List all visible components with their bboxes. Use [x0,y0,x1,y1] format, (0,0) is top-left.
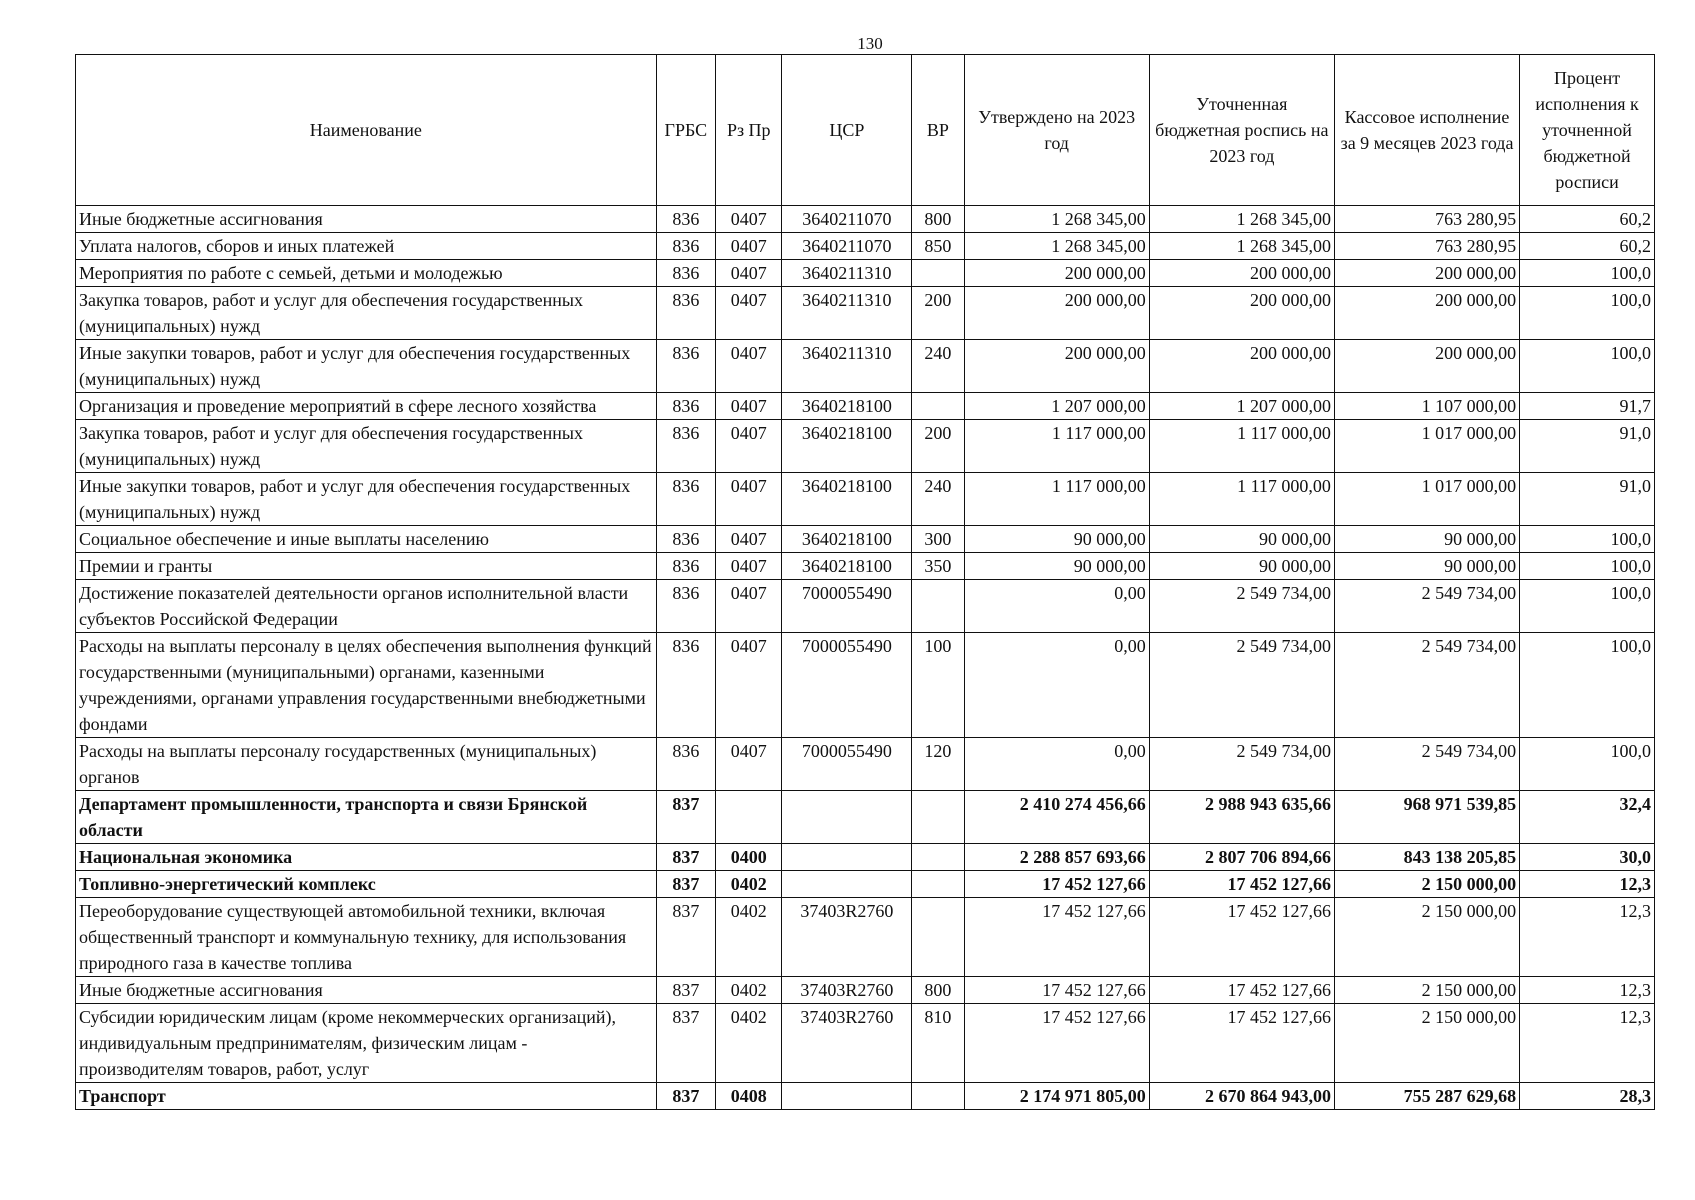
row-executed-cell: 90 000,00 [1334,553,1519,580]
header-grbs: ГРБС [656,55,715,206]
row-approved-cell: 17 452 127,66 [964,871,1149,898]
row-percent-cell: 60,2 [1520,206,1655,233]
row-percent-cell: 100,0 [1520,287,1655,340]
row-vr-cell [912,1083,964,1110]
row-csr-cell: 3640218100 [782,553,912,580]
row-executed-cell: 2 150 000,00 [1334,871,1519,898]
row-name-cell: Закупка товаров, работ и услуг для обеспечения государственных (муниципальных) нужд [76,287,657,340]
row-csr-cell: 3640218100 [782,420,912,473]
row-vr-cell [912,871,964,898]
table-row [76,260,1655,287]
row-percent-cell: 12,3 [1520,977,1655,1004]
row-executed-cell: 200 000,00 [1334,340,1519,393]
row-csr-cell: 3640211070 [782,233,912,260]
row-rzpr-cell: 0407 [716,553,782,580]
row-vr-cell: 100 [912,633,964,738]
row-vr-cell: 810 [912,1004,964,1083]
row-rzpr-cell: 0407 [716,260,782,287]
row-name-cell: Расходы на выплаты персоналу в целях обеспечения выполнения функций государственными (муниципальными) органами, казенными учреждениями, органами управления государственными внебюджетными фондами [76,633,657,738]
row-percent-cell: 28,3 [1520,1083,1655,1110]
row-grbs-cell: 836 [656,553,715,580]
row-specified-cell: 200 000,00 [1149,287,1334,340]
row-percent-cell: 100,0 [1520,340,1655,393]
row-csr-cell: 3640211310 [782,260,912,287]
row-rzpr-cell: 0402 [716,871,782,898]
row-name-cell: Достижение показателей деятельности органов исполнительной власти субъектов Российской Федерации [76,580,657,633]
row-grbs-cell: 836 [656,580,715,633]
row-specified-cell: 2 549 734,00 [1149,580,1334,633]
row-csr-cell [782,871,912,898]
row-executed-cell: 763 280,95 [1334,206,1519,233]
row-vr-cell [912,791,964,844]
row-rzpr-cell: 0407 [716,738,782,791]
row-name-cell: Уплата налогов, сборов и иных платежей [76,233,657,260]
header-percent: Процент исполнения к уточненной бюджетной росписи [1520,55,1655,206]
row-grbs-cell: 836 [656,473,715,526]
row-name-cell: Транспорт [76,1083,657,1110]
row-vr-cell: 200 [912,420,964,473]
row-rzpr-cell: 0402 [716,977,782,1004]
table-row [76,1083,1655,1110]
row-approved-cell: 1 268 345,00 [964,233,1149,260]
row-specified-cell: 2 807 706 894,66 [1149,844,1334,871]
row-rzpr-cell: 0407 [716,473,782,526]
table-row [76,738,1655,791]
row-name-cell: Топливно-энергетический комплекс [76,871,657,898]
row-approved-cell: 2 174 971 805,00 [964,1083,1149,1110]
row-percent-cell: 12,3 [1520,1004,1655,1083]
header-executed: Кассовое исполнение за 9 месяцев 2023 года [1334,55,1519,206]
row-percent-cell: 91,0 [1520,473,1655,526]
row-approved-cell: 2 288 857 693,66 [964,844,1149,871]
row-csr-cell: 3640211310 [782,287,912,340]
row-grbs-cell: 836 [656,206,715,233]
row-vr-cell: 240 [912,340,964,393]
row-name-cell: Субсидии юридическим лицам (кроме некоммерческих организаций), индивидуальным предпринимателям, физическим лицам - производителям товаров, работ, услуг [76,1004,657,1083]
row-percent-cell: 100,0 [1520,738,1655,791]
row-specified-cell: 200 000,00 [1149,340,1334,393]
row-percent-cell: 91,0 [1520,420,1655,473]
row-grbs-cell: 837 [656,844,715,871]
row-approved-cell: 1 117 000,00 [964,420,1149,473]
row-csr-cell: 7000055490 [782,738,912,791]
row-grbs-cell: 836 [656,420,715,473]
row-specified-cell: 17 452 127,66 [1149,871,1334,898]
row-approved-cell: 0,00 [964,738,1149,791]
row-rzpr-cell: 0407 [716,580,782,633]
budget-execution-table [75,54,1655,1110]
row-rzpr-cell: 0407 [716,287,782,340]
row-executed-cell: 755 287 629,68 [1334,1083,1519,1110]
row-rzpr-cell: 0407 [716,233,782,260]
row-specified-cell: 2 670 864 943,00 [1149,1083,1334,1110]
header-vr: ВР [912,55,964,206]
row-executed-cell: 1 107 000,00 [1334,393,1519,420]
table-row [76,977,1655,1004]
row-executed-cell: 200 000,00 [1334,287,1519,340]
row-grbs-cell: 836 [656,340,715,393]
row-percent-cell: 100,0 [1520,553,1655,580]
table-row [76,580,1655,633]
row-specified-cell: 1 117 000,00 [1149,473,1334,526]
row-rzpr-cell: 0407 [716,420,782,473]
row-rzpr-cell: 0402 [716,898,782,977]
row-grbs-cell: 837 [656,977,715,1004]
row-name-cell: Премии и гранты [76,553,657,580]
row-executed-cell: 1 017 000,00 [1334,420,1519,473]
table-row [76,340,1655,393]
row-rzpr-cell: 0407 [716,340,782,393]
row-specified-cell: 90 000,00 [1149,553,1334,580]
row-rzpr-cell: 0407 [716,206,782,233]
row-executed-cell: 2 150 000,00 [1334,977,1519,1004]
row-vr-cell [912,393,964,420]
row-vr-cell: 800 [912,206,964,233]
table-row [76,871,1655,898]
row-specified-cell: 1 207 000,00 [1149,393,1334,420]
table-header [76,55,1655,206]
row-executed-cell: 200 000,00 [1334,260,1519,287]
row-grbs-cell: 837 [656,871,715,898]
row-grbs-cell: 836 [656,233,715,260]
table-row [76,420,1655,473]
row-percent-cell: 91,7 [1520,393,1655,420]
row-approved-cell: 0,00 [964,580,1149,633]
row-approved-cell: 1 117 000,00 [964,473,1149,526]
row-vr-cell: 120 [912,738,964,791]
row-percent-cell: 30,0 [1520,844,1655,871]
row-name-cell: Переоборудование существующей автомобильной техники, включая общественный транспорт и коммунальную технику, для использования природного газа в качестве топлива [76,898,657,977]
row-grbs-cell: 837 [656,898,715,977]
row-grbs-cell: 836 [656,393,715,420]
row-specified-cell: 17 452 127,66 [1149,898,1334,977]
row-approved-cell: 90 000,00 [964,553,1149,580]
row-grbs-cell: 836 [656,526,715,553]
table-row [76,287,1655,340]
row-executed-cell: 843 138 205,85 [1334,844,1519,871]
row-vr-cell [912,844,964,871]
row-rzpr-cell: 0407 [716,393,782,420]
row-vr-cell [912,260,964,287]
row-specified-cell: 1 268 345,00 [1149,206,1334,233]
row-name-cell: Иные бюджетные ассигнования [76,977,657,1004]
row-name-cell: Иные бюджетные ассигнования [76,206,657,233]
row-csr-cell [782,844,912,871]
row-vr-cell: 200 [912,287,964,340]
row-executed-cell: 2 549 734,00 [1334,738,1519,791]
row-vr-cell: 240 [912,473,964,526]
row-name-cell: Иные закупки товаров, работ и услуг для обеспечения государственных (муниципальных) нужд [76,473,657,526]
row-name-cell: Закупка товаров, работ и услуг для обеспечения государственных (муниципальных) нужд [76,420,657,473]
row-approved-cell: 90 000,00 [964,526,1149,553]
row-csr-cell: 7000055490 [782,633,912,738]
row-rzpr-cell: 0408 [716,1083,782,1110]
row-vr-cell: 350 [912,553,964,580]
row-rzpr-cell: 0407 [716,633,782,738]
header-name: Наименование [76,55,657,206]
row-approved-cell: 17 452 127,66 [964,977,1149,1004]
row-specified-cell: 1 268 345,00 [1149,233,1334,260]
row-vr-cell [912,580,964,633]
page-number: 130 [857,34,883,53]
row-percent-cell: 32,4 [1520,791,1655,844]
row-vr-cell: 800 [912,977,964,1004]
row-name-cell: Мероприятия по работе с семьей, детьми и молодежью [76,260,657,287]
row-percent-cell: 100,0 [1520,260,1655,287]
row-csr-cell: 37403R2760 [782,1004,912,1083]
table-row [76,526,1655,553]
row-rzpr-cell: 0407 [716,526,782,553]
row-executed-cell: 90 000,00 [1334,526,1519,553]
row-name-cell: Национальная экономика [76,844,657,871]
header-specified: Уточненная бюджетная роспись на 2023 год [1149,55,1334,206]
row-rzpr-cell [716,791,782,844]
row-percent-cell: 60,2 [1520,233,1655,260]
row-csr-cell: 3640211310 [782,340,912,393]
row-csr-cell: 3640211070 [782,206,912,233]
row-specified-cell: 1 117 000,00 [1149,420,1334,473]
row-approved-cell: 1 268 345,00 [964,206,1149,233]
header-approved: Утверждено на 2023 год [964,55,1149,206]
row-grbs-cell: 837 [656,1004,715,1083]
row-approved-cell: 200 000,00 [964,287,1149,340]
row-percent-cell: 100,0 [1520,633,1655,738]
row-approved-cell: 17 452 127,66 [964,898,1149,977]
row-executed-cell: 1 017 000,00 [1334,473,1519,526]
row-grbs-cell: 837 [656,1083,715,1110]
row-name-cell: Иные закупки товаров, работ и услуг для обеспечения государственных (муниципальных) нужд [76,340,657,393]
row-executed-cell: 763 280,95 [1334,233,1519,260]
table-row [76,473,1655,526]
table-body [76,206,1655,1110]
row-csr-cell: 7000055490 [782,580,912,633]
row-specified-cell: 2 549 734,00 [1149,633,1334,738]
header-row [76,55,1655,206]
table-row [76,1004,1655,1083]
row-specified-cell: 2 988 943 635,66 [1149,791,1334,844]
row-executed-cell: 968 971 539,85 [1334,791,1519,844]
row-csr-cell [782,791,912,844]
row-approved-cell: 2 410 274 456,66 [964,791,1149,844]
table-row [76,206,1655,233]
header-rzpr: Рз Пр [716,55,782,206]
row-vr-cell [912,898,964,977]
row-approved-cell: 200 000,00 [964,260,1149,287]
row-percent-cell: 100,0 [1520,580,1655,633]
table-row [76,553,1655,580]
row-approved-cell: 200 000,00 [964,340,1149,393]
row-csr-cell [782,1083,912,1110]
row-rzpr-cell: 0400 [716,844,782,871]
row-specified-cell: 200 000,00 [1149,260,1334,287]
table-row [76,393,1655,420]
row-specified-cell: 90 000,00 [1149,526,1334,553]
row-rzpr-cell: 0402 [716,1004,782,1083]
row-csr-cell: 37403R2760 [782,977,912,1004]
row-vr-cell: 850 [912,233,964,260]
row-approved-cell: 1 207 000,00 [964,393,1149,420]
table-row [76,898,1655,977]
row-grbs-cell: 837 [656,791,715,844]
row-executed-cell: 2 549 734,00 [1334,580,1519,633]
row-executed-cell: 2 549 734,00 [1334,633,1519,738]
row-percent-cell: 12,3 [1520,871,1655,898]
row-csr-cell: 3640218100 [782,473,912,526]
row-csr-cell: 37403R2760 [782,898,912,977]
row-approved-cell: 0,00 [964,633,1149,738]
row-name-cell: Департамент промышленности, транспорта и связи Брянской области [76,791,657,844]
row-name-cell: Организация и проведение мероприятий в сфере лесного хозяйства [76,393,657,420]
row-approved-cell: 17 452 127,66 [964,1004,1149,1083]
header-csr: ЦСР [782,55,912,206]
row-grbs-cell: 836 [656,260,715,287]
row-name-cell: Социальное обеспечение и иные выплаты населению [76,526,657,553]
row-grbs-cell: 836 [656,287,715,340]
row-csr-cell: 3640218100 [782,393,912,420]
row-name-cell: Расходы на выплаты персоналу государственных (муниципальных) органов [76,738,657,791]
table-row [76,233,1655,260]
row-specified-cell: 17 452 127,66 [1149,1004,1334,1083]
row-grbs-cell: 836 [656,738,715,791]
row-vr-cell: 300 [912,526,964,553]
row-specified-cell: 2 549 734,00 [1149,738,1334,791]
row-csr-cell: 3640218100 [782,526,912,553]
table-row [76,844,1655,871]
row-specified-cell: 17 452 127,66 [1149,977,1334,1004]
table-row [76,633,1655,738]
row-executed-cell: 2 150 000,00 [1334,898,1519,977]
row-executed-cell: 2 150 000,00 [1334,1004,1519,1083]
row-percent-cell: 12,3 [1520,898,1655,977]
table-row [76,791,1655,844]
row-grbs-cell: 836 [656,633,715,738]
row-percent-cell: 100,0 [1520,526,1655,553]
